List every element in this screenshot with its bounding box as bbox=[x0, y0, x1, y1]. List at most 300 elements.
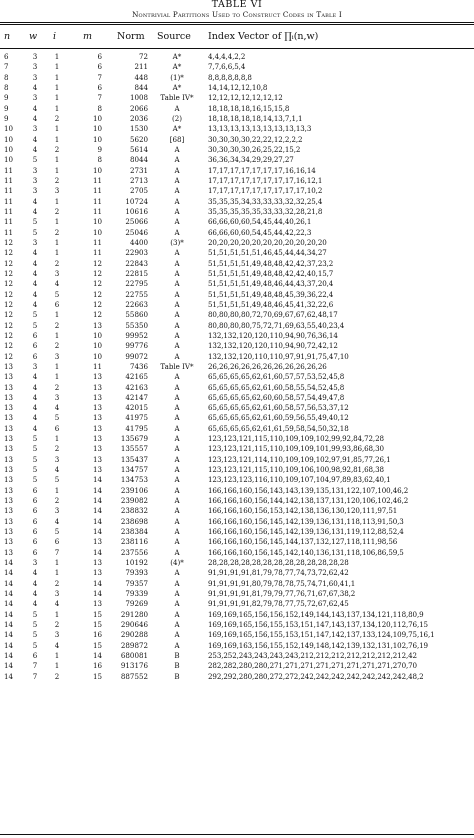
cell-norm: 238384 bbox=[120, 527, 148, 537]
cell-norm: 1008 bbox=[129, 93, 148, 103]
table-row bbox=[0, 403, 474, 413]
cell-m: 12 bbox=[92, 268, 102, 278]
cell-index-vector: 51,51,51,51,49,48,46,44,43,37,20,4 bbox=[208, 279, 334, 289]
cell-n: 12 bbox=[4, 320, 14, 330]
cell-index-vector: 51,51,51,51,49,48,48,45,39,36,22,4 bbox=[208, 289, 334, 299]
cell-source: A bbox=[174, 289, 180, 299]
cell-norm: 22795 bbox=[125, 279, 148, 289]
cell-source: A* bbox=[172, 82, 182, 92]
table-row bbox=[0, 486, 474, 496]
cell-index-vector: 51,51,51,51,49,48,48,42,42,37,23,2 bbox=[208, 258, 334, 268]
cell-index-vector: 166,166,160,156,145,142,139,136,131,119,112,88,52,4 bbox=[208, 527, 404, 537]
cell-w: 4 bbox=[32, 382, 38, 392]
cell-source: A bbox=[174, 372, 180, 382]
table-row bbox=[0, 568, 474, 578]
cell-n: 10 bbox=[4, 134, 14, 144]
cell-index-vector: 166,166,160,156,153,142,138,136,130,120,111,97,51 bbox=[208, 506, 398, 516]
cell-i: 1 bbox=[54, 310, 60, 320]
cell-norm: 41795 bbox=[125, 423, 148, 433]
cell-n: 8 bbox=[4, 82, 9, 92]
cell-n: 12 bbox=[4, 330, 14, 340]
cell-w: 4 bbox=[32, 258, 38, 268]
cell-m: 15 bbox=[92, 671, 102, 681]
header-norm: Norm bbox=[117, 31, 145, 42]
cell-m: 12 bbox=[92, 299, 102, 309]
cell-w: 4 bbox=[32, 289, 38, 299]
cell-w: 5 bbox=[32, 475, 38, 485]
cell-w: 7 bbox=[32, 671, 38, 681]
table-row bbox=[0, 93, 474, 103]
cell-m: 13 bbox=[92, 444, 102, 454]
cell-i: 5 bbox=[54, 475, 60, 485]
cell-m: 10 bbox=[92, 134, 102, 144]
cell-norm: 41975 bbox=[125, 413, 148, 423]
cell-source: A bbox=[174, 547, 180, 557]
cell-m: 10 bbox=[92, 330, 102, 340]
table-row bbox=[0, 589, 474, 599]
cell-index-vector: 20,20,20,20,20,20,20,20,20,20,20 bbox=[208, 237, 327, 247]
table-row bbox=[0, 83, 474, 93]
cell-index-vector: 123,123,123,116,110,109,107,104,97,89,83,62,40,1 bbox=[208, 475, 391, 485]
cell-w: 4 bbox=[32, 196, 38, 206]
table-row bbox=[0, 228, 474, 238]
cell-m: 13 bbox=[92, 423, 102, 433]
table-row bbox=[0, 124, 474, 134]
cell-index-vector: 35,35,35,34,33,33,33,32,32,25,4 bbox=[208, 196, 323, 206]
cell-m: 13 bbox=[92, 392, 102, 402]
table-row bbox=[0, 475, 474, 485]
cell-i: 3 bbox=[54, 268, 60, 278]
cell-index-vector: 91,91,91,91,80,79,78,78,75,74,71,60,41,1 bbox=[208, 578, 356, 588]
cell-m: 15 bbox=[92, 640, 102, 650]
table-row bbox=[0, 300, 474, 310]
cell-n: 14 bbox=[4, 640, 14, 650]
table-row bbox=[0, 579, 474, 589]
cell-index-vector: 18,18,18,18,18,14,13,7,1,1 bbox=[208, 113, 303, 123]
cell-w: 3 bbox=[32, 72, 38, 82]
cell-m: 10 bbox=[92, 165, 102, 175]
cell-source: A bbox=[174, 155, 180, 165]
cell-m: 11 bbox=[92, 361, 102, 371]
cell-index-vector: 65,65,65,65,62,61,61,59,58,54,50,32,18 bbox=[208, 423, 349, 433]
cell-norm: 290646 bbox=[120, 620, 148, 630]
table-row bbox=[0, 145, 474, 155]
cell-w: 4 bbox=[32, 103, 38, 113]
cell-w: 6 bbox=[32, 496, 38, 506]
cell-m: 14 bbox=[92, 651, 102, 661]
cell-i: 1 bbox=[54, 52, 60, 61]
cell-i: 6 bbox=[54, 299, 60, 309]
cell-index-vector: 35,35,35,35,35,33,33,32,28,21,8 bbox=[208, 206, 323, 216]
cell-i: 1 bbox=[54, 661, 60, 671]
cell-w: 4 bbox=[32, 248, 38, 258]
cell-i: 2 bbox=[54, 620, 60, 630]
cell-w: 4 bbox=[32, 599, 38, 609]
cell-source: A bbox=[174, 248, 180, 258]
cell-n: 13 bbox=[4, 454, 14, 464]
cell-source: A bbox=[174, 599, 180, 609]
cell-w: 5 bbox=[32, 640, 38, 650]
cell-norm: 887552 bbox=[120, 671, 148, 681]
cell-i: 3 bbox=[54, 351, 60, 361]
cell-w: 5 bbox=[32, 320, 38, 330]
cell-i: 1 bbox=[54, 62, 60, 72]
cell-source: A bbox=[174, 392, 180, 402]
header-i: i bbox=[53, 31, 57, 42]
cell-norm: 99776 bbox=[125, 341, 148, 351]
cell-source: A bbox=[174, 589, 180, 599]
cell-i: 2 bbox=[54, 206, 60, 216]
cell-index-vector: 18,18,18,18,16,15,15,8 bbox=[208, 103, 290, 113]
cell-source: A bbox=[174, 299, 180, 309]
cell-m: 14 bbox=[92, 527, 102, 537]
cell-w: 4 bbox=[32, 279, 38, 289]
cell-index-vector: 51,51,51,51,49,48,48,42,42,40,15,7 bbox=[208, 268, 334, 278]
table-row bbox=[0, 331, 474, 341]
cell-norm: 2731 bbox=[129, 165, 148, 175]
cell-norm: 290288 bbox=[120, 630, 148, 640]
cell-source: A bbox=[174, 175, 180, 185]
table-row bbox=[0, 259, 474, 269]
table-row bbox=[0, 424, 474, 434]
cell-source: A bbox=[174, 506, 180, 516]
cell-index-vector: 166,166,160,156,145,142,139,136,131,118,113,91,50,3 bbox=[208, 516, 404, 526]
cell-w: 3 bbox=[32, 124, 38, 134]
cell-w: 4 bbox=[32, 82, 38, 92]
cell-source: A bbox=[174, 516, 180, 526]
cell-index-vector: 166,166,160,156,144,142,138,137,131,120,106,102,46,2 bbox=[208, 496, 409, 506]
cell-source: A bbox=[174, 206, 180, 216]
cell-n: 14 bbox=[4, 599, 14, 609]
cell-w: 4 bbox=[32, 206, 38, 216]
cell-i: 1 bbox=[54, 330, 60, 340]
cell-m: 6 bbox=[97, 62, 102, 72]
table-row bbox=[0, 537, 474, 547]
cell-index-vector: 26,26,26,26,26,26,26,26,26,26,26 bbox=[208, 361, 327, 371]
cell-source: A bbox=[174, 320, 180, 330]
cell-w: 6 bbox=[32, 651, 38, 661]
table-row bbox=[0, 383, 474, 393]
cell-norm: 844 bbox=[134, 82, 148, 92]
cell-norm: 238832 bbox=[120, 506, 148, 516]
table-row bbox=[0, 393, 474, 403]
table-row bbox=[0, 372, 474, 382]
header-index-vector: Index Vector of ∏ᵢ(n,w) bbox=[208, 31, 319, 42]
cell-norm: 25046 bbox=[125, 227, 148, 237]
cell-n: 13 bbox=[4, 465, 14, 475]
cell-index-vector: 66,66,60,60,54,45,44,42,22,3 bbox=[208, 227, 312, 237]
cell-source: A bbox=[174, 444, 180, 454]
cell-m: 13 bbox=[92, 413, 102, 423]
cell-w: 4 bbox=[32, 268, 38, 278]
cell-i: 2 bbox=[54, 113, 60, 123]
cell-m: 13 bbox=[92, 434, 102, 444]
cell-source: A* bbox=[172, 124, 182, 134]
cell-m: 6 bbox=[97, 52, 102, 61]
cell-i: 1 bbox=[54, 93, 60, 103]
table-row bbox=[0, 52, 474, 62]
cell-norm: 99952 bbox=[125, 330, 148, 340]
table-row bbox=[0, 269, 474, 279]
cell-n: 12 bbox=[4, 248, 14, 258]
cell-norm: 22663 bbox=[125, 299, 148, 309]
cell-i: 1 bbox=[54, 165, 60, 175]
cell-n: 12 bbox=[4, 341, 14, 351]
cell-index-vector: 123,123,121,115,110,109,106,100,98,92,81,68,38 bbox=[208, 465, 384, 475]
table-row bbox=[0, 506, 474, 516]
table-row bbox=[0, 321, 474, 331]
table-row bbox=[0, 413, 474, 423]
cell-source: A bbox=[174, 578, 180, 588]
cell-i: 1 bbox=[54, 72, 60, 82]
cell-m: 13 bbox=[92, 599, 102, 609]
cell-m: 16 bbox=[92, 630, 102, 640]
cell-n: 9 bbox=[4, 93, 9, 103]
table-row bbox=[0, 135, 474, 145]
table-row bbox=[0, 176, 474, 186]
cell-i: 1 bbox=[54, 651, 60, 661]
cell-index-vector: 13,13,13,13,13,13,13,13,13,3 bbox=[208, 124, 312, 134]
cell-norm: 289872 bbox=[120, 640, 148, 650]
cell-i: 2 bbox=[54, 671, 60, 681]
cell-n: 13 bbox=[4, 382, 14, 392]
cell-i: 4 bbox=[54, 403, 60, 413]
cell-n: 14 bbox=[4, 568, 14, 578]
cell-w: 6 bbox=[32, 547, 38, 557]
cell-norm: 8044 bbox=[129, 155, 148, 165]
cell-n: 13 bbox=[4, 485, 14, 495]
cell-i: 5 bbox=[54, 413, 60, 423]
table-row bbox=[0, 207, 474, 217]
cell-n: 13 bbox=[4, 361, 14, 371]
cell-m: 8 bbox=[97, 103, 102, 113]
cell-norm: 42147 bbox=[125, 392, 148, 402]
cell-w: 4 bbox=[32, 299, 38, 309]
cell-index-vector: 123,123,121,115,110,109,109,101,99,93,86,68,30 bbox=[208, 444, 384, 454]
table-header bbox=[0, 28, 474, 46]
cell-n: 9 bbox=[4, 113, 9, 123]
cell-m: 12 bbox=[92, 289, 102, 299]
cell-source: A bbox=[174, 186, 180, 196]
cell-source: A bbox=[174, 630, 180, 640]
cell-w: 3 bbox=[32, 361, 38, 371]
cell-m: 6 bbox=[97, 82, 102, 92]
cell-source: Table IV* bbox=[160, 361, 194, 371]
cell-m: 12 bbox=[92, 258, 102, 268]
cell-n: 13 bbox=[4, 423, 14, 433]
cell-index-vector: 91,91,91,91,81,79,79,77,76,71,67,67,38,2 bbox=[208, 589, 356, 599]
cell-m: 11 bbox=[92, 196, 102, 206]
cell-norm: 2705 bbox=[129, 186, 148, 196]
cell-i: 2 bbox=[54, 258, 60, 268]
cell-index-vector: 166,166,160,156,145,144,137,132,127,118,111,98,56 bbox=[208, 537, 398, 547]
cell-norm: 10616 bbox=[125, 206, 148, 216]
table-row bbox=[0, 238, 474, 248]
cell-w: 6 bbox=[32, 341, 38, 351]
table-row bbox=[0, 290, 474, 300]
cell-m: 14 bbox=[92, 589, 102, 599]
cell-m: 13 bbox=[92, 454, 102, 464]
cell-i: 1 bbox=[54, 361, 60, 371]
cell-index-vector: 169,169,165,156,156,152,149,144,143,137,134,121,118,80,9 bbox=[208, 609, 424, 619]
cell-norm: 238698 bbox=[120, 516, 148, 526]
cell-source: A* bbox=[172, 52, 182, 61]
cell-m: 11 bbox=[92, 237, 102, 247]
cell-source: A bbox=[174, 640, 180, 650]
cell-norm: 42163 bbox=[125, 382, 148, 392]
cell-m: 14 bbox=[92, 578, 102, 588]
cell-n: 12 bbox=[4, 237, 14, 247]
cell-source: Table IV* bbox=[160, 93, 194, 103]
cell-source: A bbox=[174, 496, 180, 506]
cell-source: A bbox=[174, 330, 180, 340]
cell-source: A bbox=[174, 351, 180, 361]
cell-i: 1 bbox=[54, 103, 60, 113]
cell-index-vector: 253,252,243,243,243,243,212,212,212,212,212,212,212,42 bbox=[208, 651, 417, 661]
cell-source: A bbox=[174, 403, 180, 413]
cell-i: 1 bbox=[54, 372, 60, 382]
cell-index-vector: 30,30,30,30,22,22,12,2,2,2 bbox=[208, 134, 303, 144]
cell-m: 11 bbox=[92, 248, 102, 258]
cell-n: 13 bbox=[4, 444, 14, 454]
cell-n: 9 bbox=[4, 103, 9, 113]
cell-m: 14 bbox=[92, 475, 102, 485]
cell-norm: 7436 bbox=[129, 361, 148, 371]
bottom-rule bbox=[0, 834, 474, 835]
cell-n: 7 bbox=[4, 62, 9, 72]
cell-index-vector: 36,36,34,34,29,29,27,27 bbox=[208, 155, 294, 165]
cell-i: 1 bbox=[54, 609, 60, 619]
cell-m: 12 bbox=[92, 310, 102, 320]
cell-source: A bbox=[174, 527, 180, 537]
cell-norm: 22903 bbox=[125, 248, 148, 258]
cell-n: 13 bbox=[4, 547, 14, 557]
cell-m: 11 bbox=[92, 186, 102, 196]
cell-m: 13 bbox=[92, 558, 102, 568]
cell-norm: 239082 bbox=[120, 496, 148, 506]
cell-w: 6 bbox=[32, 516, 38, 526]
cell-i: 1 bbox=[54, 82, 60, 92]
table-row bbox=[0, 599, 474, 609]
cell-i: 2 bbox=[54, 496, 60, 506]
cell-source: B bbox=[174, 661, 180, 671]
cell-norm: 134753 bbox=[120, 475, 148, 485]
header-w: w bbox=[29, 31, 38, 42]
cell-m: 10 bbox=[92, 217, 102, 227]
cell-m: 10 bbox=[92, 124, 102, 134]
cell-m: 7 bbox=[97, 72, 102, 82]
table-row bbox=[0, 517, 474, 527]
cell-index-vector: 132,132,120,120,110,94,90,76,36,14 bbox=[208, 330, 338, 340]
cell-w: 5 bbox=[32, 227, 38, 237]
table-row bbox=[0, 310, 474, 320]
cell-i: 1 bbox=[54, 155, 60, 165]
cell-index-vector: 30,30,30,30,26,25,22,15,2 bbox=[208, 144, 301, 154]
cell-w: 4 bbox=[32, 423, 38, 433]
cell-m: 11 bbox=[92, 175, 102, 185]
cell-w: 4 bbox=[32, 144, 38, 154]
cell-n: 14 bbox=[4, 558, 14, 568]
table-row bbox=[0, 114, 474, 124]
cell-norm: 10724 bbox=[125, 196, 148, 206]
cell-n: 13 bbox=[4, 403, 14, 413]
cell-n: 14 bbox=[4, 620, 14, 630]
cell-source: A bbox=[174, 382, 180, 392]
cell-m: 10 bbox=[92, 227, 102, 237]
table-subtitle: Nontrivial Partitions Used to Construct Codes in Table I bbox=[132, 10, 342, 19]
cell-source: A bbox=[174, 258, 180, 268]
cell-n: 14 bbox=[4, 609, 14, 619]
cell-norm: 291280 bbox=[120, 609, 148, 619]
cell-index-vector: 65,65,65,65,62,61,60,58,55,54,52,45,8 bbox=[208, 382, 345, 392]
cell-norm: 680081 bbox=[120, 651, 148, 661]
cell-m: 13 bbox=[92, 403, 102, 413]
cell-i: 3 bbox=[54, 589, 60, 599]
cell-i: 3 bbox=[54, 186, 60, 196]
cell-w: 6 bbox=[32, 506, 38, 516]
cell-n: 13 bbox=[4, 434, 14, 444]
cell-i: 2 bbox=[54, 578, 60, 588]
cell-w: 7 bbox=[32, 661, 38, 671]
cell-i: 4 bbox=[54, 599, 60, 609]
cell-n: 14 bbox=[4, 651, 14, 661]
cell-m: 16 bbox=[92, 661, 102, 671]
cell-norm: 135679 bbox=[120, 434, 148, 444]
table-row bbox=[0, 672, 474, 682]
cell-w: 5 bbox=[32, 444, 38, 454]
cell-index-vector: 12,12,12,12,12,12,12 bbox=[208, 93, 283, 103]
cell-source: A bbox=[174, 413, 180, 423]
cell-n: 13 bbox=[4, 413, 14, 423]
cell-n: 12 bbox=[4, 268, 14, 278]
cell-n: 11 bbox=[4, 217, 14, 227]
table-row bbox=[0, 104, 474, 114]
cell-w: 5 bbox=[32, 310, 38, 320]
cell-m: 14 bbox=[92, 516, 102, 526]
table-row bbox=[0, 217, 474, 227]
cell-w: 5 bbox=[32, 454, 38, 464]
table-row bbox=[0, 465, 474, 475]
cell-i: 1 bbox=[54, 434, 60, 444]
header-source: Source bbox=[157, 31, 191, 42]
cell-i: 1 bbox=[54, 196, 60, 206]
cell-n: 13 bbox=[4, 496, 14, 506]
cell-source: A* bbox=[172, 62, 182, 72]
cell-n: 12 bbox=[4, 279, 14, 289]
cell-source: [68] bbox=[169, 134, 185, 144]
cell-norm: 135437 bbox=[120, 454, 148, 464]
cell-norm: 55350 bbox=[125, 320, 148, 330]
cell-n: 8 bbox=[4, 72, 9, 82]
table-row bbox=[0, 455, 474, 465]
cell-i: 2 bbox=[54, 382, 60, 392]
cell-source: A bbox=[174, 465, 180, 475]
cell-n: 10 bbox=[4, 124, 14, 134]
cell-m: 13 bbox=[92, 465, 102, 475]
cell-m: 12 bbox=[92, 279, 102, 289]
cell-index-vector: 7,7,6,6,5,4 bbox=[208, 62, 246, 72]
cell-n: 10 bbox=[4, 155, 14, 165]
table-row bbox=[0, 558, 474, 568]
table-row bbox=[0, 641, 474, 651]
header-n: n bbox=[4, 31, 11, 42]
cell-n: 12 bbox=[4, 299, 14, 309]
cell-n: 12 bbox=[4, 289, 14, 299]
table-row bbox=[0, 362, 474, 372]
cell-index-vector: 14,14,12,12,10,8 bbox=[208, 82, 268, 92]
cell-m: 11 bbox=[92, 206, 102, 216]
cell-w: 3 bbox=[32, 62, 38, 72]
